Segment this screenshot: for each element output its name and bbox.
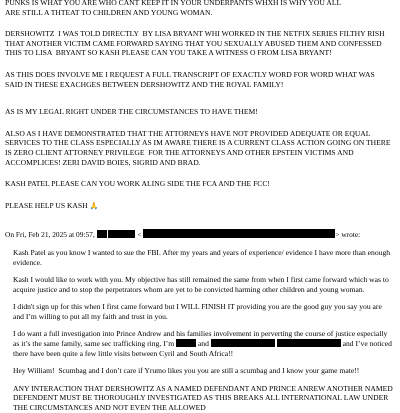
paragraph-attorneys: ALSO AS I HAVE DEMONSTRATED THAT THE ATTORNEYS HAVE NOT PROVIDED ADEQUATE OR EQUAL SERVICES TO THE CLASS ESPECIALLY AS IM AWARE THERE IS A CURRENT CLASS ACTION GOING ON THERE IS ZERO CLIENT ATTORNEY PRIVILEGE FOR THE ATTORNEYS AND OTHER EPSTEIN VICTIMS AND ACCOMPLICES! ZERI DAVID BOIES, SIGRID AND BRAD.	[5, 128, 393, 167]
quoted-paragraph-5: Hey William! Scumbag and I don’t care if Yrumo likes you you are still a scumbag and I know your game mate!!	[13, 366, 360, 376]
paragraph-help	[5, 201, 394, 212]
quoted-paragraph-2: Kash I would like to work with you. My objective has still remained the same from when I first came forward which was to acquire justice and to stop the perpetrators whom are yet to be convicted harming other children and young woman.	[13, 275, 391, 294]
redacted-sender-first	[97, 230, 107, 238]
paragraph-legal-right: AS IS MY LEGAL RIGHT UNDER THE CIRCUMSTANCES TO HAVE THEM!	[5, 107, 258, 117]
paragraph-dershowitz: DERSHOWITZ I WAS TOLD DIRECTLY BY LISA BRYANT WHI WORKED IN THE NETFIX SERIES FILTHY RISH THAT ANOTHER VICTIM CAME FORWARD SAYING THAT YOU SEXUALLY ABUSED THEM AND CONFESSED THIS TO LISA BRYANT SO KASH PLEASE CAN YOU TAKE A WITNESS O FROM LISA BRYANT!	[5, 29, 387, 58]
quoted-paragraph-4-end: and I’ve noticed there have been quite a few little visits between Cyril and South Africa!!	[13, 339, 394, 358]
quote-header-suffix: > wrote:	[335, 230, 361, 240]
redacted-name-3	[277, 339, 341, 347]
quoted-paragraph-4-and: and	[197, 339, 209, 349]
email-upper-line-1: PUNKS IS WHAT YOU ARE WHO CANT KEEP IT IN YOUR UNDERPANTS WHXH IS WHY YOU ALL	[5, 0, 342, 7]
redacted-name-1	[176, 339, 196, 347]
redacted-sender-email	[143, 229, 335, 238]
paragraph-kash-patel: KASH PATEL PLEASE CAN YOU WORK ALING SIDE THE FCA AND THE FCC!	[5, 179, 270, 189]
quoted-paragraph-4-start: I do want a full investigation into Prince Andrew and his families involvement in perverting the course of justice especially as it’s the same family, same sec trafficking ring, I’m	[13, 329, 390, 349]
quoted-paragraph-4	[13, 329, 394, 358]
praying-hands-icon: 🙏	[89, 201, 99, 210]
quoted-paragraph-1: Kash Patel as you know I wanted to sue the FBI. After my years and years of experience/ evidence I have more than enough evidence.	[13, 247, 392, 267]
help-text: PLEASE HELP US KASH	[5, 200, 88, 210]
redacted-sender-last	[108, 230, 135, 238]
quote-header	[5, 229, 394, 240]
redacted-name-2	[211, 339, 275, 347]
quoted-paragraph-6: ANY INTERACTION THAT DERSHOWITZ AS A NAMED DEFENDANT AND PRINCE ANREW ANOTHER NAMED DEFENDENT MUST BE THOROUGHLY INVESTIGATED AS THIS BREAKS ALL INTERNATIONAL LAW UNDER THE CIRCUMSTANCES AND NOT EVEN THE ALLOWED	[13, 383, 395, 413]
quote-header-lt: <	[137, 230, 142, 240]
quote-header-prefix: On Fri, Feb 21, 2025 at 09:57,	[5, 230, 95, 240]
email-upper-line-2: ARE STILL A THTEAT TO CHILDREN AND YOUNG WOMAN.	[5, 7, 213, 17]
quoted-message	[5, 248, 394, 413]
paragraph-transcript: AS THIS DOES INVOLVE ME I REQUEST A FULL TRANSCRIPT OF EXACTLY WORD FOR WORD WHAT WAS SAID IN THESE EXACHGES BETWEEN DERSHOWITZ AND THE ROYAL FAMILY!	[5, 69, 377, 89]
quoted-paragraph-3: I didn't sign up for this when I first came forward but I WILL FINISH IT providing you are the good guy you say you are and I’m willing to put all my faith and trust in you.	[13, 302, 384, 321]
